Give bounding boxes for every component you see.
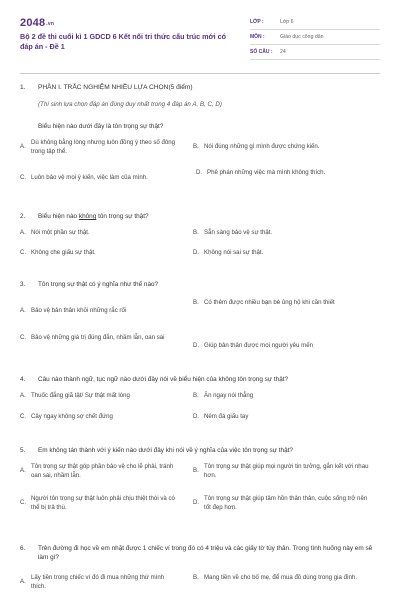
option-c[interactable]: C. Luôn bảo vệ mọi ý kiến, việc làm của mình. [20,174,148,181]
question-6 [20,544,380,608]
meta-class [250,15,380,30]
option-d[interactable]: D. Giúp bản thân được mọi người yêu mến [193,342,313,349]
option-c[interactable]: C. Người tôn trọng sự thật luôn phải chịu thiệt thòi và có thể bị trả thù. [20,495,175,511]
option-b[interactable]: B. Nói đúng những gì mình được chứng kiến. [193,143,320,150]
question-3 [20,280,380,355]
site-logo[interactable]: 2048.vn [20,17,55,29]
meta-count [250,45,380,60]
answer-options [20,227,380,261]
question-number [20,122,38,131]
question-stem [20,122,380,131]
answer-options [20,461,380,525]
meta-class-label: LỚP : [250,19,264,25]
option-b[interactable]: B. Tôn trọng sự thật giúp mọi người tin tưởng, gắn kết với nhau hơn. [193,463,369,479]
question-text: Biểu hiện nào dưới đây là tôn trọng sự thật? [38,123,164,130]
meta-count-value: 24 [280,49,286,55]
question-1 [20,122,380,197]
question-4 [20,375,380,424]
question-text: Câu nào thành ngữ, tục ngữ nào dưới đây nói về biểu hiện của không tôn trọng sự thật? [38,376,289,383]
question-number: 3. [20,281,26,288]
option-d[interactable]: D. Ném đá giấu tay [193,413,249,420]
meta-count-label: SỐ CÂU : [250,49,273,55]
header-divider [20,73,380,74]
option-a[interactable]: A. Dù không bằng lòng nhưng luôn đồng ý theo số đông trong tập thể. [20,139,176,155]
meta-subject-label: MÔN : [250,34,265,40]
option-d[interactable]: D. Không nói sai sự thật. [193,249,264,256]
meta-subject-value: Giáo dục công dân [280,34,324,40]
section-instruction: (Thí sinh lựa chọn đáp án đúng duy nhất trong 4 đáp án A, B, C, D) [38,101,222,108]
option-d[interactable]: D. Phê phán những việc mà mình không thích. [196,169,326,176]
answer-options [20,568,380,608]
section-number: 1. [20,84,26,91]
option-c[interactable]: C. Bảo vệ những giá trị đúng đắn, nhầm lẫn, oan sai [20,334,165,341]
exam-meta [250,15,380,60]
option-c[interactable]: C. Cây ngay không sợ chết đứng [20,413,113,420]
option-a[interactable]: A. Bảo vệ bản thân khỏi những rắc rối [20,307,127,314]
question-number: 5. [20,447,26,454]
option-b[interactable]: B. Sẵn sàng bảo vệ sự thật. [193,229,273,236]
question-text: Trên đường đi học về em nhặt được 1 chiếc ví trong đó có 4 triệu và các giấy tờ tùy thân. Trong tình huống này em sẽ làm gì? [38,545,373,561]
answer-options [20,137,380,197]
question-text: Biểu hiện nào không tôn trọng sự thật? [38,213,149,220]
option-a[interactable]: A. Tôn trọng sự thật góp phần bảo vệ cho lẽ phải, tránh oan sai, nhầm lẫn. [20,463,174,479]
question-stem [20,544,380,562]
meta-class-value: Lớp 6 [280,19,294,25]
meta-subject [250,30,380,45]
question-number: 2. [20,213,26,220]
logo-suffix: .vn [46,21,55,27]
question-2 [20,212,380,261]
question-stem [20,446,380,455]
section-title: PHẦN I. TRẮC NGHIỆM NHIỀU LỰA CHỌN(5 điểm) [38,84,193,91]
answer-options [20,390,380,424]
question-stem [20,280,380,289]
page-header [0,0,400,72]
question-stem [20,375,380,384]
option-a[interactable]: A. Lấy tiền trong chiếc ví đó đi mua những thứ mình thích. [20,574,165,590]
question-stem [20,212,380,221]
option-c[interactable]: C. Không che giấu sự thật. [20,249,96,256]
question-text: Tôn trọng sự thật có ý nghĩa như thế nào? [38,281,159,288]
exam-title: Bộ 2 đề thi cuối kì 1 GDCD 6 Kết nối tri thức cấu trúc mới có đáp án - Đề 1 [20,32,227,51]
option-b[interactable]: B. Ăn ngay nói thẳng [193,392,254,399]
question-number: 4. [20,376,26,383]
question-number: 6. [20,545,26,552]
option-a[interactable]: A. Thuốc đắng giã tật/ Sự thật mất lòng [20,392,130,399]
option-a[interactable]: A. Nói một phần sự thật. [20,229,90,236]
question-text: Em không tán thành với ý kiến nào dưới đây khi nói về ý nghĩa của việc tôn trọng sự thật? [38,447,293,454]
answer-options [20,295,380,355]
section-heading [20,84,193,91]
question-5 [20,446,380,525]
option-b[interactable]: B. Có thêm được nhiều bạn bè ủng hộ khi cần thiết [193,299,335,306]
option-b[interactable]: B. Mang tiền về cho bố mẹ, để mua đồ dùng trong gia đình. [193,574,358,581]
option-d[interactable]: D. Tôn trọng sự thật giúp tâm hồn thản thản, cuộc sống trở nên tốt đẹp hơn. [193,495,368,511]
